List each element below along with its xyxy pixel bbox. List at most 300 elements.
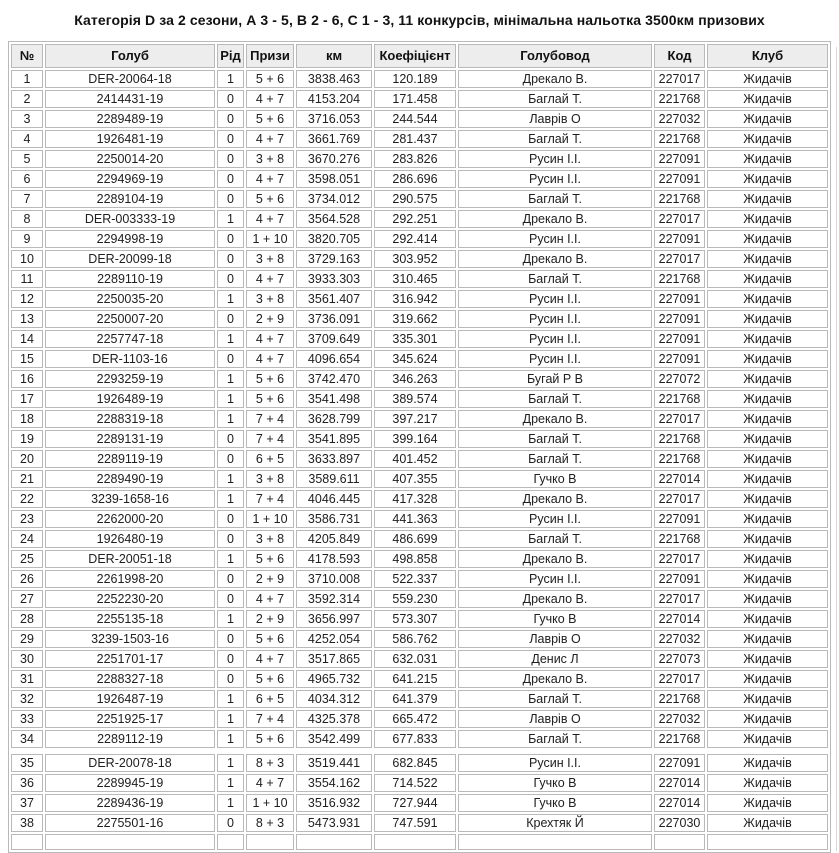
cell-sex: 0: [217, 650, 244, 668]
cell-num: 18: [11, 410, 43, 428]
cell-club: Жидачів: [707, 370, 828, 388]
cell-pigeon: DER-20064-18: [45, 70, 215, 88]
cell-km: 3519.441: [296, 754, 372, 772]
cell-club: Жидачів: [707, 650, 828, 668]
cell-code: 227014: [654, 794, 705, 812]
cell-km: 3542.499: [296, 730, 372, 748]
cell-club: Жидачів: [707, 70, 828, 88]
cell-pigeon: 1926487-19: [45, 690, 215, 708]
table-row: [11, 310, 828, 328]
cell-sex: 1: [217, 774, 244, 792]
cell-code: 227091: [654, 310, 705, 328]
cell-breeder: Лаврів О: [458, 630, 652, 648]
table-row: [11, 754, 828, 772]
cell-coefficient: 120.189: [374, 70, 456, 88]
cell-breeder: Гучко В: [458, 470, 652, 488]
cell-coefficient: 244.544: [374, 110, 456, 128]
cell-num: 14: [11, 330, 43, 348]
cell-coefficient: 389.574: [374, 390, 456, 408]
cell-km: 3742.470: [296, 370, 372, 388]
cell-breeder: Дрекало В.: [458, 250, 652, 268]
cell-sex: 0: [217, 450, 244, 468]
cell-num: 35: [11, 754, 43, 772]
cell-sex: 0: [217, 430, 244, 448]
cell-pigeon: DER-003333-19: [45, 210, 215, 228]
cell-km: 3554.162: [296, 774, 372, 792]
cell-km: 3541.895: [296, 430, 372, 448]
table-row: [11, 630, 828, 648]
cell-num: 22: [11, 490, 43, 508]
cell-num: 36: [11, 774, 43, 792]
cell-prizes: 4 + 7: [246, 210, 294, 228]
column-header-coefficient: Коефіцієнт: [374, 44, 456, 68]
cell-breeder: Баглай Т.: [458, 430, 652, 448]
cell-num: 12: [11, 290, 43, 308]
cell-km: 4178.593: [296, 550, 372, 568]
cell-km: 3933.303: [296, 270, 372, 288]
cell-num: 15: [11, 350, 43, 368]
cell-km: 3598.051: [296, 170, 372, 188]
column-header-prizes: Призи: [246, 44, 294, 68]
cell-coefficient: 283.826: [374, 150, 456, 168]
right-edge-line: [836, 47, 837, 851]
cell-club: Жидачів: [707, 450, 828, 468]
cell-pigeon: 2288319-18: [45, 410, 215, 428]
cell-prizes: 3 + 8: [246, 470, 294, 488]
cell-km: 3628.799: [296, 410, 372, 428]
cell-club: Жидачів: [707, 774, 828, 792]
cell-breeder: Русин І.І.: [458, 754, 652, 772]
cell-code: 221768: [654, 390, 705, 408]
table-row: [11, 550, 828, 568]
cell-code: 227091: [654, 170, 705, 188]
cell-km: 3561.407: [296, 290, 372, 308]
cell-club: Жидачів: [707, 590, 828, 608]
cell-breeder: Баглай Т.: [458, 730, 652, 748]
cell-sex: 0: [217, 590, 244, 608]
cell-blank: [217, 834, 244, 850]
cell-sex: 0: [217, 670, 244, 688]
cell-pigeon: 2414431-19: [45, 90, 215, 108]
cell-blank: [707, 834, 828, 850]
cell-prizes: 7 + 4: [246, 410, 294, 428]
cell-breeder: Гучко В: [458, 610, 652, 628]
table-row: [11, 130, 828, 148]
cell-breeder: Русин І.І.: [458, 310, 652, 328]
table-row: [11, 210, 828, 228]
cell-code: 227032: [654, 630, 705, 648]
cell-num: 31: [11, 670, 43, 688]
cell-blank: [654, 834, 705, 850]
cell-pigeon: 2250014-20: [45, 150, 215, 168]
cell-prizes: 3 + 8: [246, 250, 294, 268]
cell-prizes: 5 + 6: [246, 730, 294, 748]
cell-pigeon: DER-20078-18: [45, 754, 215, 772]
cell-sex: 0: [217, 530, 244, 548]
cell-pigeon: 2288327-18: [45, 670, 215, 688]
cell-pigeon: 2289131-19: [45, 430, 215, 448]
cell-club: Жидачів: [707, 130, 828, 148]
cell-sex: 1: [217, 70, 244, 88]
cell-club: Жидачів: [707, 90, 828, 108]
cell-prizes: 5 + 6: [246, 670, 294, 688]
cell-prizes: 4 + 7: [246, 90, 294, 108]
cell-pigeon: 2289490-19: [45, 470, 215, 488]
cell-pigeon: 2289104-19: [45, 190, 215, 208]
cell-code: 227091: [654, 754, 705, 772]
cell-code: 227091: [654, 570, 705, 588]
cell-pigeon: DER-1103-16: [45, 350, 215, 368]
cell-coefficient: 586.762: [374, 630, 456, 648]
column-header-breeder: Голубовод: [458, 44, 652, 68]
cell-code: 227017: [654, 590, 705, 608]
cell-sex: 1: [217, 754, 244, 772]
cell-club: Жидачів: [707, 550, 828, 568]
cell-prizes: 6 + 5: [246, 450, 294, 468]
cell-num: 20: [11, 450, 43, 468]
cell-prizes: 5 + 6: [246, 370, 294, 388]
cell-prizes: 6 + 5: [246, 690, 294, 708]
cell-code: 227014: [654, 470, 705, 488]
cell-num: 30: [11, 650, 43, 668]
cell-club: Жидачів: [707, 230, 828, 248]
cell-coefficient: 346.263: [374, 370, 456, 388]
table-row: [11, 814, 828, 832]
cell-prizes: 4 + 7: [246, 130, 294, 148]
clipped-bottom-row: [11, 834, 828, 850]
cell-code: 227091: [654, 150, 705, 168]
cell-sex: 0: [217, 630, 244, 648]
cell-pigeon: 2289119-19: [45, 450, 215, 468]
cell-num: 9: [11, 230, 43, 248]
cell-code: 227014: [654, 774, 705, 792]
cell-sex: 1: [217, 610, 244, 628]
cell-km: 3564.528: [296, 210, 372, 228]
cell-code: 227072: [654, 370, 705, 388]
table-row: [11, 510, 828, 528]
cell-club: Жидачів: [707, 490, 828, 508]
cell-code: 221768: [654, 450, 705, 468]
cell-prizes: 4 + 7: [246, 774, 294, 792]
cell-breeder: Русин І.І.: [458, 350, 652, 368]
table-row: [11, 590, 828, 608]
table-row: [11, 330, 828, 348]
cell-code: 227091: [654, 510, 705, 528]
cell-km: 4205.849: [296, 530, 372, 548]
cell-code: 227030: [654, 814, 705, 832]
cell-breeder: Русин І.І.: [458, 290, 652, 308]
cell-prizes: 5 + 6: [246, 190, 294, 208]
cell-sex: 0: [217, 350, 244, 368]
cell-sex: 1: [217, 710, 244, 728]
table-row: [11, 774, 828, 792]
cell-coefficient: 319.662: [374, 310, 456, 328]
cell-pigeon: 2289112-19: [45, 730, 215, 748]
table-row: [11, 730, 828, 748]
table-row: [11, 90, 828, 108]
cell-breeder: Русин І.І.: [458, 510, 652, 528]
column-header-km: км: [296, 44, 372, 68]
cell-prizes: 2 + 9: [246, 310, 294, 328]
cell-km: 3709.649: [296, 330, 372, 348]
cell-prizes: 5 + 6: [246, 70, 294, 88]
cell-sex: 1: [217, 410, 244, 428]
cell-sex: 1: [217, 470, 244, 488]
table-body: [11, 70, 828, 832]
cell-breeder: Денис Л: [458, 650, 652, 668]
cell-club: Жидачів: [707, 470, 828, 488]
cell-sex: 0: [217, 90, 244, 108]
cell-club: Жидачів: [707, 350, 828, 368]
cell-pigeon: 2261998-20: [45, 570, 215, 588]
cell-breeder: Гучко В: [458, 774, 652, 792]
cell-prizes: 5 + 6: [246, 390, 294, 408]
cell-km: 3716.053: [296, 110, 372, 128]
cell-breeder: Дрекало В.: [458, 590, 652, 608]
cell-code: 227091: [654, 330, 705, 348]
cell-km: 4046.445: [296, 490, 372, 508]
header-row: [11, 44, 828, 68]
cell-breeder: Крехтяк Й: [458, 814, 652, 832]
cell-pigeon: 2251701-17: [45, 650, 215, 668]
cell-prizes: 7 + 4: [246, 710, 294, 728]
cell-coefficient: 522.337: [374, 570, 456, 588]
table-row: [11, 410, 828, 428]
cell-km: 3541.498: [296, 390, 372, 408]
cell-pigeon: 1926480-19: [45, 530, 215, 548]
cell-sex: 1: [217, 550, 244, 568]
cell-code: 221768: [654, 270, 705, 288]
table-row: [11, 370, 828, 388]
cell-pigeon: 2275501-16: [45, 814, 215, 832]
cell-num: 17: [11, 390, 43, 408]
table-row: [11, 190, 828, 208]
table-row: [11, 150, 828, 168]
cell-breeder: Русин І.І.: [458, 150, 652, 168]
cell-blank: [374, 834, 456, 850]
cell-sex: 0: [217, 250, 244, 268]
cell-code: 227017: [654, 550, 705, 568]
cell-pigeon: DER-20051-18: [45, 550, 215, 568]
cell-km: 3516.932: [296, 794, 372, 812]
cell-num: 37: [11, 794, 43, 812]
cell-breeder: Баглай Т.: [458, 130, 652, 148]
cell-sex: 1: [217, 730, 244, 748]
cell-prizes: 4 + 7: [246, 330, 294, 348]
cell-prizes: 7 + 4: [246, 490, 294, 508]
cell-num: 23: [11, 510, 43, 528]
table-row: [11, 230, 828, 248]
cell-pigeon: 2289110-19: [45, 270, 215, 288]
cell-pigeon: 2289489-19: [45, 110, 215, 128]
cell-km: 4965.732: [296, 670, 372, 688]
cell-prizes: 4 + 7: [246, 270, 294, 288]
cell-breeder: Баглай Т.: [458, 190, 652, 208]
cell-breeder: Лаврів О: [458, 710, 652, 728]
cell-num: 6: [11, 170, 43, 188]
cell-num: 26: [11, 570, 43, 588]
cell-sex: 0: [217, 570, 244, 588]
cell-code: 227017: [654, 670, 705, 688]
cell-breeder: Баглай Т.: [458, 450, 652, 468]
cell-breeder: Баглай Т.: [458, 90, 652, 108]
cell-code: 227091: [654, 350, 705, 368]
cell-club: Жидачів: [707, 150, 828, 168]
blank-row: [11, 834, 828, 850]
cell-num: 25: [11, 550, 43, 568]
cell-club: Жидачів: [707, 814, 828, 832]
cell-prizes: 5 + 6: [246, 550, 294, 568]
cell-blank: [246, 834, 294, 850]
cell-coefficient: 677.833: [374, 730, 456, 748]
cell-km: 3661.769: [296, 130, 372, 148]
cell-club: Жидачів: [707, 630, 828, 648]
cell-coefficient: 292.414: [374, 230, 456, 248]
cell-sex: 0: [217, 130, 244, 148]
cell-sex: 1: [217, 290, 244, 308]
cell-club: Жидачів: [707, 730, 828, 748]
table-row: [11, 690, 828, 708]
cell-code: 227091: [654, 290, 705, 308]
cell-breeder: Дрекало В.: [458, 210, 652, 228]
cell-blank: [45, 834, 215, 850]
cell-code: 227014: [654, 610, 705, 628]
cell-club: Жидачів: [707, 330, 828, 348]
cell-pigeon: 2252230-20: [45, 590, 215, 608]
cell-code: 227017: [654, 210, 705, 228]
cell-breeder: Лаврів О: [458, 110, 652, 128]
cell-club: Жидачів: [707, 310, 828, 328]
cell-sex: 0: [217, 270, 244, 288]
cell-breeder: Русин І.І.: [458, 170, 652, 188]
cell-km: 3592.314: [296, 590, 372, 608]
cell-coefficient: 316.942: [374, 290, 456, 308]
cell-km: 3656.997: [296, 610, 372, 628]
cell-club: Жидачів: [707, 530, 828, 548]
cell-prizes: 7 + 4: [246, 430, 294, 448]
cell-club: Жидачів: [707, 250, 828, 268]
cell-coefficient: 632.031: [374, 650, 456, 668]
cell-sex: 0: [217, 190, 244, 208]
cell-breeder: Баглай Т.: [458, 390, 652, 408]
cell-sex: 0: [217, 170, 244, 188]
cell-coefficient: 345.624: [374, 350, 456, 368]
cell-sex: 1: [217, 690, 244, 708]
cell-coefficient: 401.452: [374, 450, 456, 468]
cell-km: 3589.611: [296, 470, 372, 488]
cell-num: 13: [11, 310, 43, 328]
cell-club: Жидачів: [707, 670, 828, 688]
cell-sex: 1: [217, 210, 244, 228]
cell-num: 21: [11, 470, 43, 488]
cell-pigeon: 2262000-20: [45, 510, 215, 528]
cell-km: 3670.276: [296, 150, 372, 168]
table-header: [11, 44, 828, 68]
table-row: [11, 710, 828, 728]
cell-sex: 1: [217, 330, 244, 348]
cell-km: 3517.865: [296, 650, 372, 668]
table-row: [11, 290, 828, 308]
cell-code: 227017: [654, 70, 705, 88]
cell-code: 227073: [654, 650, 705, 668]
results-table: [8, 41, 831, 853]
cell-pigeon: 3239-1503-16: [45, 630, 215, 648]
cell-club: Жидачів: [707, 754, 828, 772]
cell-pigeon: 2250007-20: [45, 310, 215, 328]
cell-coefficient: 397.217: [374, 410, 456, 428]
cell-coefficient: 290.575: [374, 190, 456, 208]
cell-pigeon: 2251925-17: [45, 710, 215, 728]
cell-club: Жидачів: [707, 410, 828, 428]
cell-km: 3820.705: [296, 230, 372, 248]
cell-breeder: Баглай Т.: [458, 530, 652, 548]
cell-breeder: Дрекало В.: [458, 670, 652, 688]
table-row: [11, 570, 828, 588]
cell-sex: 0: [217, 230, 244, 248]
cell-num: 11: [11, 270, 43, 288]
cell-club: Жидачів: [707, 690, 828, 708]
cell-km: 5473.931: [296, 814, 372, 832]
cell-prizes: 1 + 10: [246, 794, 294, 812]
table-row: [11, 250, 828, 268]
cell-num: 7: [11, 190, 43, 208]
column-header-pigeon: Голуб: [45, 44, 215, 68]
cell-breeder: Дрекало В.: [458, 70, 652, 88]
cell-club: Жидачів: [707, 170, 828, 188]
cell-breeder: Баглай Т.: [458, 270, 652, 288]
cell-num: 29: [11, 630, 43, 648]
cell-num: 33: [11, 710, 43, 728]
table-row: [11, 110, 828, 128]
cell-num: 1: [11, 70, 43, 88]
column-header-code: Код: [654, 44, 705, 68]
cell-pigeon: DER-20099-18: [45, 250, 215, 268]
cell-prizes: 2 + 9: [246, 570, 294, 588]
cell-club: Жидачів: [707, 270, 828, 288]
cell-coefficient: 486.699: [374, 530, 456, 548]
cell-breeder: Дрекало В.: [458, 490, 652, 508]
cell-breeder: Дрекало В.: [458, 550, 652, 568]
cell-prizes: 4 + 7: [246, 650, 294, 668]
cell-code: 221768: [654, 130, 705, 148]
table-row: [11, 270, 828, 288]
table-row: [11, 610, 828, 628]
cell-pigeon: 1926481-19: [45, 130, 215, 148]
cell-blank: [296, 834, 372, 850]
table-row: [11, 450, 828, 468]
cell-coefficient: 727.944: [374, 794, 456, 812]
cell-sex: 0: [217, 814, 244, 832]
cell-code: 227091: [654, 230, 705, 248]
cell-num: 3: [11, 110, 43, 128]
cell-km: 4325.378: [296, 710, 372, 728]
cell-num: 10: [11, 250, 43, 268]
cell-km: 4153.204: [296, 90, 372, 108]
cell-coefficient: 303.952: [374, 250, 456, 268]
cell-sex: 1: [217, 370, 244, 388]
cell-num: 27: [11, 590, 43, 608]
cell-coefficient: 407.355: [374, 470, 456, 488]
cell-sex: 0: [217, 150, 244, 168]
cell-prizes: 5 + 6: [246, 630, 294, 648]
cell-prizes: 2 + 9: [246, 610, 294, 628]
cell-coefficient: 665.472: [374, 710, 456, 728]
cell-prizes: 1 + 10: [246, 230, 294, 248]
table-row: [11, 390, 828, 408]
cell-coefficient: 559.230: [374, 590, 456, 608]
cell-num: 4: [11, 130, 43, 148]
cell-breeder: Русин І.І.: [458, 570, 652, 588]
